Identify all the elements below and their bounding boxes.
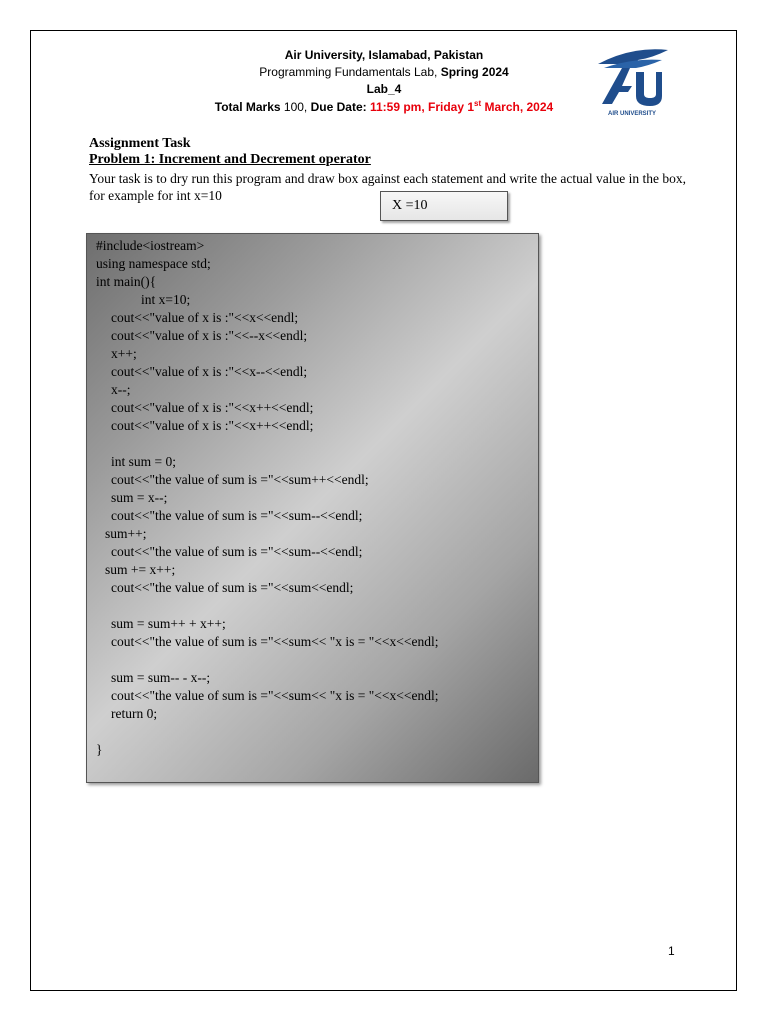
due-time: 11:59 pm, Friday 1 (369, 100, 475, 114)
code-line: cout<<"value of x is :"<<x++<<endl; (111, 418, 314, 433)
instructions: Your task is to dry run this program and draw box against each statement and write the actual value in the box, for example for int x=10 (89, 171, 686, 203)
problem-title: Problem 1: Increment and Decrement operator (89, 152, 371, 167)
code-line: } (96, 742, 103, 757)
code-line: cout<<"the value of sum is ="<<sum++<<endl; (111, 472, 369, 487)
code-line: sum += x++; (105, 562, 176, 577)
code-box (86, 233, 539, 783)
code-line: cout<<"value of x is :"<<x<<endl; (111, 310, 299, 325)
code-line: sum = x--; (111, 490, 168, 505)
marks-label: Total Marks (214, 100, 281, 114)
code-line: cout<<"value of x is :"<<--x<<endl; (111, 328, 308, 343)
page-number: 1 (668, 944, 675, 958)
assignment-task-title: Assignment Task (89, 136, 191, 151)
code-line: cout<<"the value of sum is ="<<sum--<<endl; (111, 508, 363, 523)
code-line: sum = sum++ + x++; (111, 616, 226, 631)
logo-letter-u (636, 72, 662, 106)
code-line: sum++; (105, 526, 147, 541)
semester: Spring 2024 (440, 65, 509, 79)
example-box: X =10 (380, 191, 508, 221)
code-line: int x=10; (141, 292, 191, 307)
code-line: int main(){ (96, 274, 157, 289)
code-line: cout<<"the value of sum is ="<<sum--<<endl; (111, 544, 363, 559)
due-rest: March, 2024 (484, 100, 554, 114)
logo-text: AIR UNIVERSITY (607, 111, 657, 117)
logo-letter-a (602, 68, 632, 104)
due-label: Due Date: (310, 100, 367, 114)
code-line: using namespace std; (96, 256, 211, 271)
code-line: int sum = 0; (111, 454, 176, 469)
code-line: cout<<"the value of sum is ="<<sum<< "x is = "<<x<<endl; (111, 634, 439, 649)
lab-title: Lab_4 (366, 82, 402, 96)
course-name: Programming Fundamentals Lab, (259, 65, 438, 79)
code-line: sum = sum-- - x--; (111, 670, 211, 685)
code-line: cout<<"the value of sum is ="<<sum<< "x is = "<<x<<endl; (111, 688, 439, 703)
code-line: x++; (111, 346, 137, 361)
code-line: x--; (111, 382, 131, 397)
code-line: cout<<"value of x is :"<<x--<<endl; (111, 364, 308, 379)
due-sup: st (474, 99, 482, 108)
marks-value: 100, (283, 100, 308, 114)
code-line: cout<<"the value of sum is ="<<sum<<endl; (111, 580, 354, 595)
university-name: Air University, Islamabad, Pakistan (284, 48, 484, 62)
code-line: return 0; (111, 706, 158, 721)
air-university-logo (592, 42, 672, 118)
code-line: #include<iostream> (96, 238, 205, 253)
code-line: cout<<"value of x is :"<<x++<<endl; (111, 400, 314, 415)
